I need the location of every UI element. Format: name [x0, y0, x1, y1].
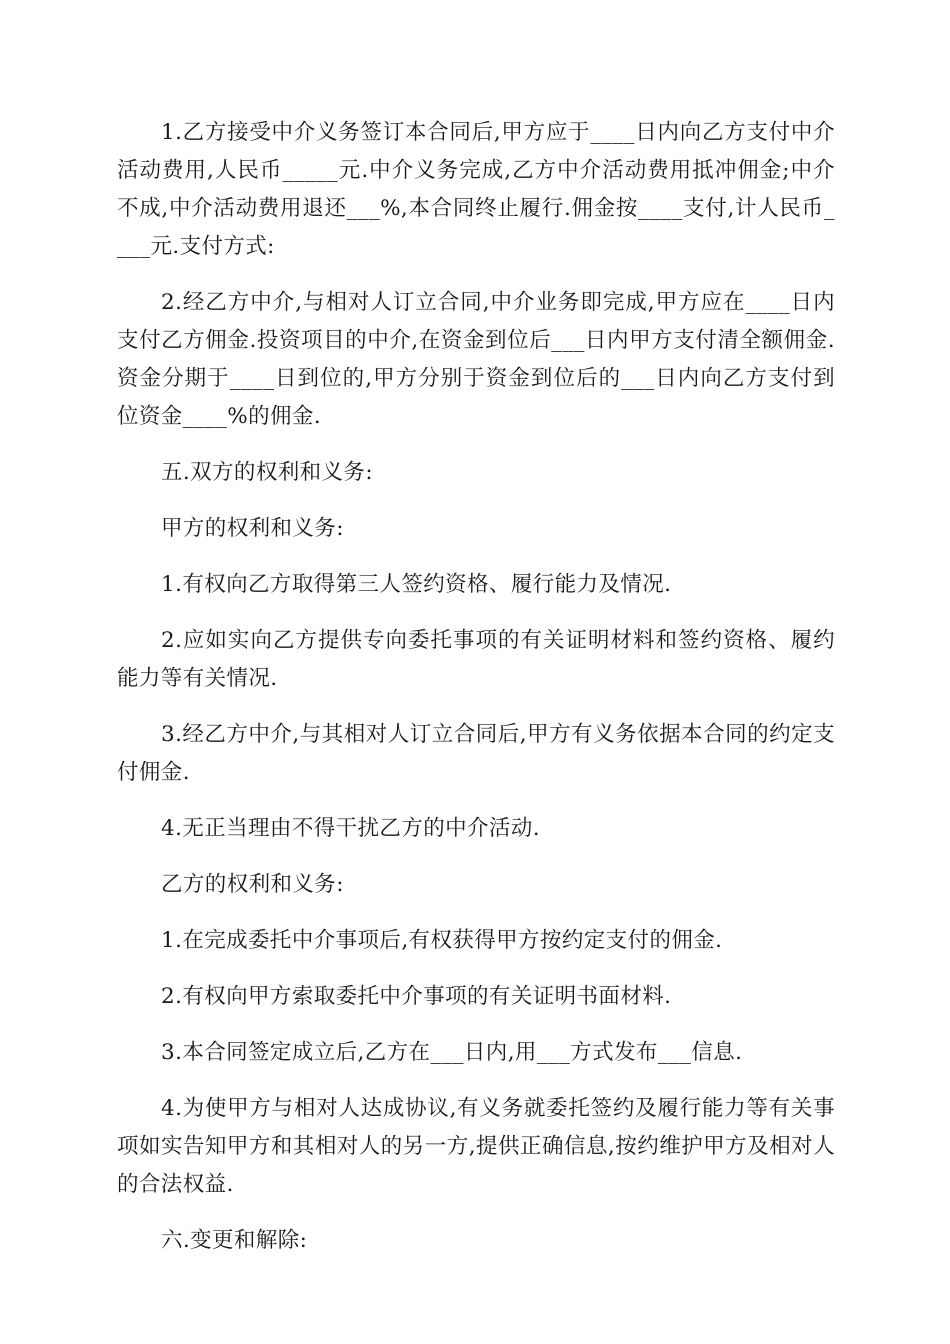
party-a-item-1: 1.有权向乙方取得第三人签约资格、履行能力及情况. [161, 572, 672, 597]
party-b-item-3: 3.本合同签定成立后,乙方在___日内,用___方式发布___信息. [161, 1040, 743, 1065]
party-b-item-4: 4.为使甲方与相对人达成协议,有义务就委托签约及履行能力等有关事项如实告知甲方和其相对人的另一方,提供正确信息,按约维护甲方及相对人的合法权益. [117, 1096, 835, 1197]
clause-commission-payment: 2.经乙方中介,与相对人订立合同,中介业务即完成,甲方应在____日内支付乙方佣金.投资项目的中介,在资金到位后___日内甲方支付清全额佣金.资金分期于____日到位的,甲方分别于资金到位后的___日内向乙方支付到位资金____%的佣金. [117, 290, 835, 429]
party-a-item-4: 4.无正当理由不得干扰乙方的中介活动. [161, 816, 540, 841]
party-b-item-1: 1.在完成委托中介事项后,有权获得甲方按约定支付的佣金. [161, 928, 723, 953]
section-heading-rights-obligations: 五.双方的权利和义务: [161, 460, 373, 485]
party-a-item-3: 3.经乙方中介,与其相对人订立合同后,甲方有义务依据本合同的约定支付佣金. [117, 722, 835, 785]
section-heading-change-termination: 六.变更和解除: [161, 1228, 308, 1253]
party-b-item-2: 2.有权向甲方索取委托中介事项的有关证明书面材料. [161, 984, 672, 1009]
party-a-item-2: 2.应如实向乙方提供专向委托事项的有关证明材料和签约资格、履约能力等有关情况. [117, 628, 835, 691]
subheading-party-b: 乙方的权利和义务: [161, 872, 344, 897]
subheading-party-a: 甲方的权利和义务: [161, 516, 344, 541]
clause-intermediary-fee: 1.乙方接受中介义务签订本合同后,甲方应于____日内向乙方支付中介活动费用,人民币_____元.中介义务完成,乙方中介活动费用抵冲佣金;中介不成,中介活动费用退还___%,本合同终止履行.佣金按____支付,计人民币____元.支付方式: [117, 120, 835, 259]
contract-body [117, 114, 835, 1278]
